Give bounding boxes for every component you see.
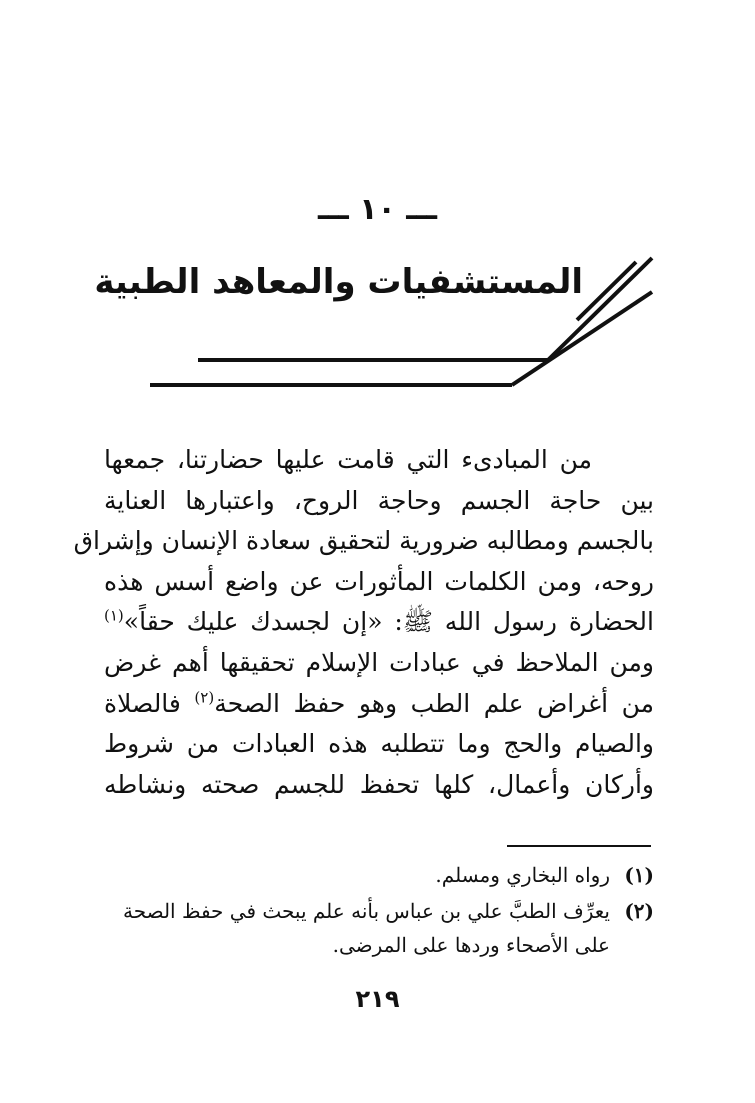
chapter-number: ـــ ١٠ ـــ — [317, 192, 438, 227]
body-line-continuation: فالصلاة — [104, 688, 195, 718]
title-diagonal-inner — [577, 262, 636, 320]
footnote-reference: (٢) — [194, 688, 215, 707]
body-line: روحه، ومن الكلمات المأثورات عن واضع أسس هذه — [104, 566, 654, 596]
body-line: من المبادىء التي قامت عليها حضارتنا، جمعها — [104, 445, 592, 474]
footnote-separator — [507, 845, 651, 847]
footnote-reference: (١) — [104, 607, 124, 626]
body-line: بالجسم ومطالبه ضرورية لتحقيق سعادة الإنسان وإشراق — [73, 526, 654, 556]
body-line: بين حاجة الجسم وحاجة الروح، واعتبارها العناية — [104, 485, 654, 515]
body-line-text: الحضارة رسول الله ﷺ: «إن لجسدك عليك حقاً» — [123, 607, 654, 637]
body-line-with-note — [104, 684, 654, 725]
body-paragraph — [73, 440, 655, 805]
footnotes — [104, 858, 654, 962]
footnote-item — [104, 894, 654, 962]
footnote-number: (١) — [624, 863, 654, 887]
footnote-text: على الأصحاء وردها على المرضى. — [332, 933, 610, 957]
body-line-with-note — [104, 602, 654, 643]
body-line-text: من أغراض علم الطب وهو حفظ الصحة — [214, 688, 655, 718]
title-decoration-lines — [0, 0, 755, 400]
footnote-item — [104, 858, 654, 892]
footnote-number: (٢) — [624, 899, 654, 923]
body-line: ومن الملاحظ في عبادات الإسلام تحقيقها أهم غرض — [104, 647, 654, 677]
page-number: ٢١٩ — [355, 985, 400, 1013]
footnote-text: يعرِّف الطبَّ علي بن عباس بأنه علم يبحث في حفظ الصحة — [122, 899, 610, 923]
body-line: والصيام والحج وما تتطلبه هذه العبادات من شروط — [104, 729, 654, 759]
footnote-text: رواه البخاري ومسلم. — [435, 863, 610, 887]
body-line: وأركان وأعمال، كلها تحفظ للجسم صحته ونشاطه — [104, 769, 654, 799]
title-diagonal-middle — [512, 292, 652, 385]
chapter-title: المستشفيات والمعاهد الطبية — [94, 262, 583, 302]
